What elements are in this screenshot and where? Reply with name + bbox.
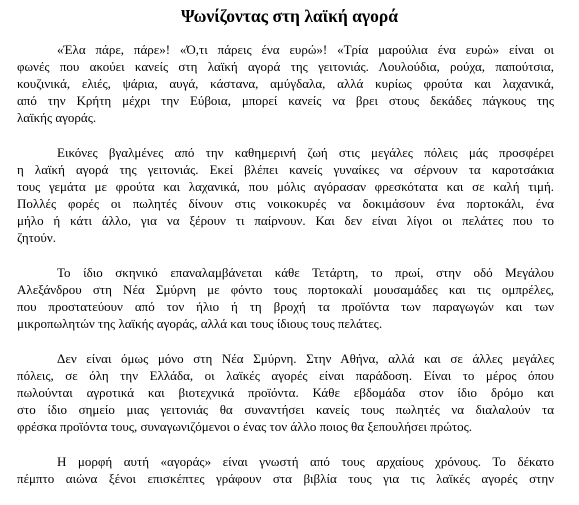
text-line: «Έλα πάρε, πάρε»! «Ό,τι πάρεις ένα ευρώ»! «Τρία μαρούλια ένα ευρώ» είναι οι bbox=[57, 42, 554, 57]
text-line: ζητούν. bbox=[17, 230, 56, 245]
text-line: Δεν είναι όμως μόνο στη Νέα Σμύρνη. Στην Αθήνα, αλλά και σε άλλες μεγάλες bbox=[57, 351, 554, 366]
paragraph-4 bbox=[17, 350, 554, 435]
paragraph-2 bbox=[17, 144, 554, 246]
text-line: λαϊκής αγοράς. bbox=[17, 110, 97, 125]
article-body bbox=[17, 41, 554, 505]
text-line: φρέσκα προϊόντα τους, συναγωνιζόμενοι ο ένας τον άλλο ποιος θα ξεπουλήσει πρώτος. bbox=[17, 419, 472, 434]
text-line: Αλεξάνδρου στη Νέα Σμύρνη με φόντο τους πορτοκαλί μουσαμάδες και τις ομπρέλες, bbox=[17, 282, 554, 297]
paragraph-3 bbox=[17, 264, 554, 332]
text-line: τους γεμάτα με φρούτα και λαχανικά, που μόλις αγόρασαν φρεσκότατα και σε καλή τιμή. bbox=[17, 179, 554, 194]
text-line: Εικόνες βγαλμένες από την καθημερινή ζωή στις μεγάλες πόλεις μάς προσφέρει bbox=[57, 145, 554, 160]
text-line: Το ίδιο σκηνικό επαναλαμβάνεται κάθε Τετάρτη, το πρωί, στην οδό Μεγάλου bbox=[57, 265, 554, 280]
text-line: που προστατεύουν από τον ήλιο ή τη βροχή τα προϊόντα των παραγωγών και των bbox=[17, 299, 554, 314]
text-line: στο ίδιο σημείο μιας γειτονιάς θα συναντήσει κανείς τους πωλητές να διαλαλούν τα bbox=[17, 402, 554, 417]
text-line: κουζινικά, ελιές, ψάρια, αυγά, κάστανα, αμύγδαλα, αλλά κυρίως φρούτα και λαχανικά, bbox=[17, 76, 554, 91]
document-title: Ψωνίζοντας στη λαϊκή αγορά bbox=[180, 6, 398, 26]
text-line: φωνές που ακούει κανείς στη λαϊκή αγορά της γειτονιάς. Λουλούδια, ρούχα, παπούτσια, bbox=[17, 59, 554, 74]
text-line: από την Κρήτη μέχρι την Εύβοια, μπορεί κανείς να βρει στους δεκάδες πάγκους της bbox=[17, 93, 554, 108]
paragraph-1 bbox=[17, 41, 554, 126]
text-line: Πολλές φορές οι πωλητές δίνουν στις νοικοκυρές να δοκιμάσουν ένα πορτοκάλι, ένα bbox=[17, 196, 554, 211]
text-line: πωλούνται αγροτικά και βιοτεχνικά προϊόντα. Κάθε εβδομάδα στον ίδιο δρόμο και bbox=[17, 385, 554, 400]
text-line: η λαϊκή αγορά της γειτονιάς. Εκεί βλέπει κανείς γυναίκες να σέρνουν τα καροτσάκια bbox=[17, 162, 554, 177]
text-line: Η μορφή αυτή «αγοράς» είναι γνωστή από τους αρχαίους χρόνους. Το δέκατο bbox=[57, 454, 554, 469]
text-line: πόλεις, σε όλη την Ελλάδα, οι λαϊκές αγορές είναι παράδοση. Είναι το μέρος όπου bbox=[17, 368, 554, 383]
text-line: πέμπτο αιώνα ξένοι επισκέπτες γράφουν στα βιβλία τους για τις λαϊκές αγορές στην bbox=[17, 471, 554, 486]
paragraph-5 bbox=[17, 453, 554, 487]
text-line: μήλο ή κάτι άλλο, για να ξέρουν τι παίρνουν. Και δεν είναι λίγοι οι πελάτες που το bbox=[17, 213, 554, 228]
text-line: μικροπωλητών της λαϊκής αγοράς, αλλά και τους ίδιους τους πελάτες. bbox=[17, 316, 383, 331]
